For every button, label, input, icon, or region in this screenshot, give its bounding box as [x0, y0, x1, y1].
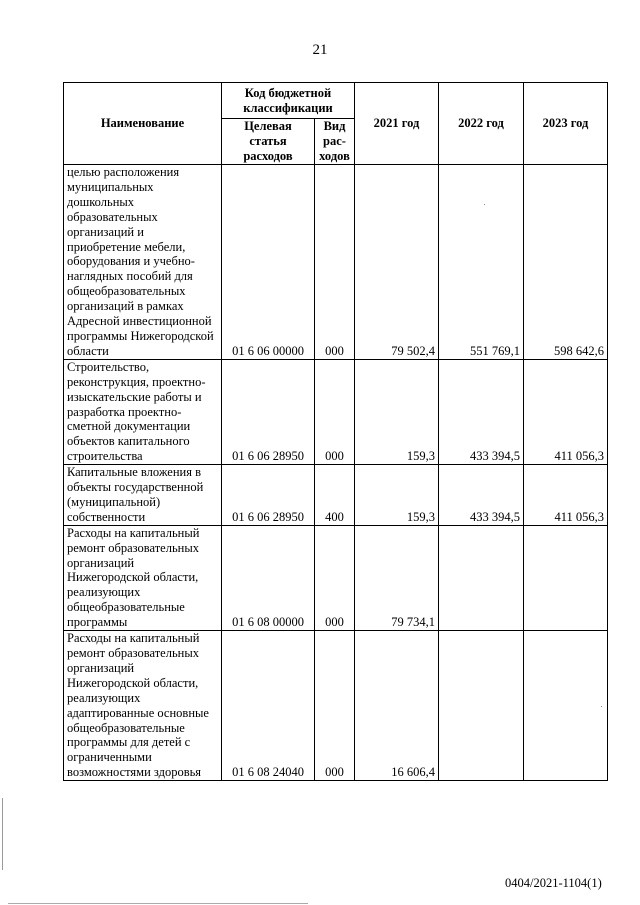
row-2023: 411 056,3	[524, 359, 608, 464]
header-2022: 2022 год	[439, 83, 524, 165]
row-name: Расходы на капитальный ремонт образовательных организаций Нижегородской области, реализующих адаптированные основные общеобразовательные программы для детей с ограниченными возможностями здоровья	[64, 631, 222, 781]
row-kind: 400	[315, 465, 355, 526]
table-row	[64, 631, 608, 781]
budget-table	[63, 82, 608, 781]
row-kind: 000	[315, 631, 355, 781]
row-name: целью расположения муниципальных дошкольных образовательных организаций и приобретение мебели, оборудования и учебно-наглядных пособий для общеобразовательных организаций в рамках Адресной инвестиционной программы Нижегородской области	[64, 165, 222, 360]
scan-speck	[601, 706, 602, 707]
header-2023: 2023 год	[524, 83, 608, 165]
table-row	[64, 465, 608, 526]
row-2022	[439, 631, 524, 781]
row-name: Расходы на капитальный ремонт образовательных организаций Нижегородской области, реализующих общеобразовательные программы	[64, 525, 222, 630]
row-code: 01 6 08 24040	[222, 631, 315, 781]
row-2021: 16 606,4	[355, 631, 439, 781]
scan-bottom-line	[8, 903, 308, 904]
row-2023: 411 056,3	[524, 465, 608, 526]
row-2022: 433 394,5	[439, 465, 524, 526]
row-2023	[524, 631, 608, 781]
row-code: 01 6 08 00000	[222, 525, 315, 630]
table-row	[64, 165, 608, 360]
row-name: Капитальные вложения в объекты государственной (муниципальной) собственности	[64, 465, 222, 526]
table-row	[64, 525, 608, 630]
row-kind: 000	[315, 165, 355, 360]
row-2021: 79 734,1	[355, 525, 439, 630]
row-code: 01 6 06 00000	[222, 165, 315, 360]
row-2023	[524, 525, 608, 630]
header-kind: Вид рас-ходов	[315, 119, 355, 165]
row-kind: 000	[315, 359, 355, 464]
document-code: 0404/2021-1104(1)	[505, 876, 602, 890]
header-2021: 2021 год	[355, 83, 439, 165]
row-2021: 79 502,4	[355, 165, 439, 360]
header-target: Целевая статья расходов	[222, 119, 315, 165]
row-2022: 433 394,5	[439, 359, 524, 464]
header-name: Наименование	[64, 83, 222, 165]
scan-speck	[484, 204, 485, 205]
row-code: 01 6 06 28950	[222, 359, 315, 464]
row-2022: 551 769,1	[439, 165, 524, 360]
header-code-group: Код бюджетной классификации	[222, 83, 355, 119]
row-name: Строительство, реконструкция, проектно-изыскательские работы и разработка проектно-сметной документации объектов капитального строительства	[64, 359, 222, 464]
table-row	[64, 359, 608, 464]
row-code: 01 6 06 28950	[222, 465, 315, 526]
row-kind: 000	[315, 525, 355, 630]
scan-margin-line	[2, 798, 3, 870]
row-2021: 159,3	[355, 465, 439, 526]
row-2022	[439, 525, 524, 630]
row-2021: 159,3	[355, 359, 439, 464]
row-2023: 598 642,6	[524, 165, 608, 360]
page-number: 21	[312, 42, 328, 58]
